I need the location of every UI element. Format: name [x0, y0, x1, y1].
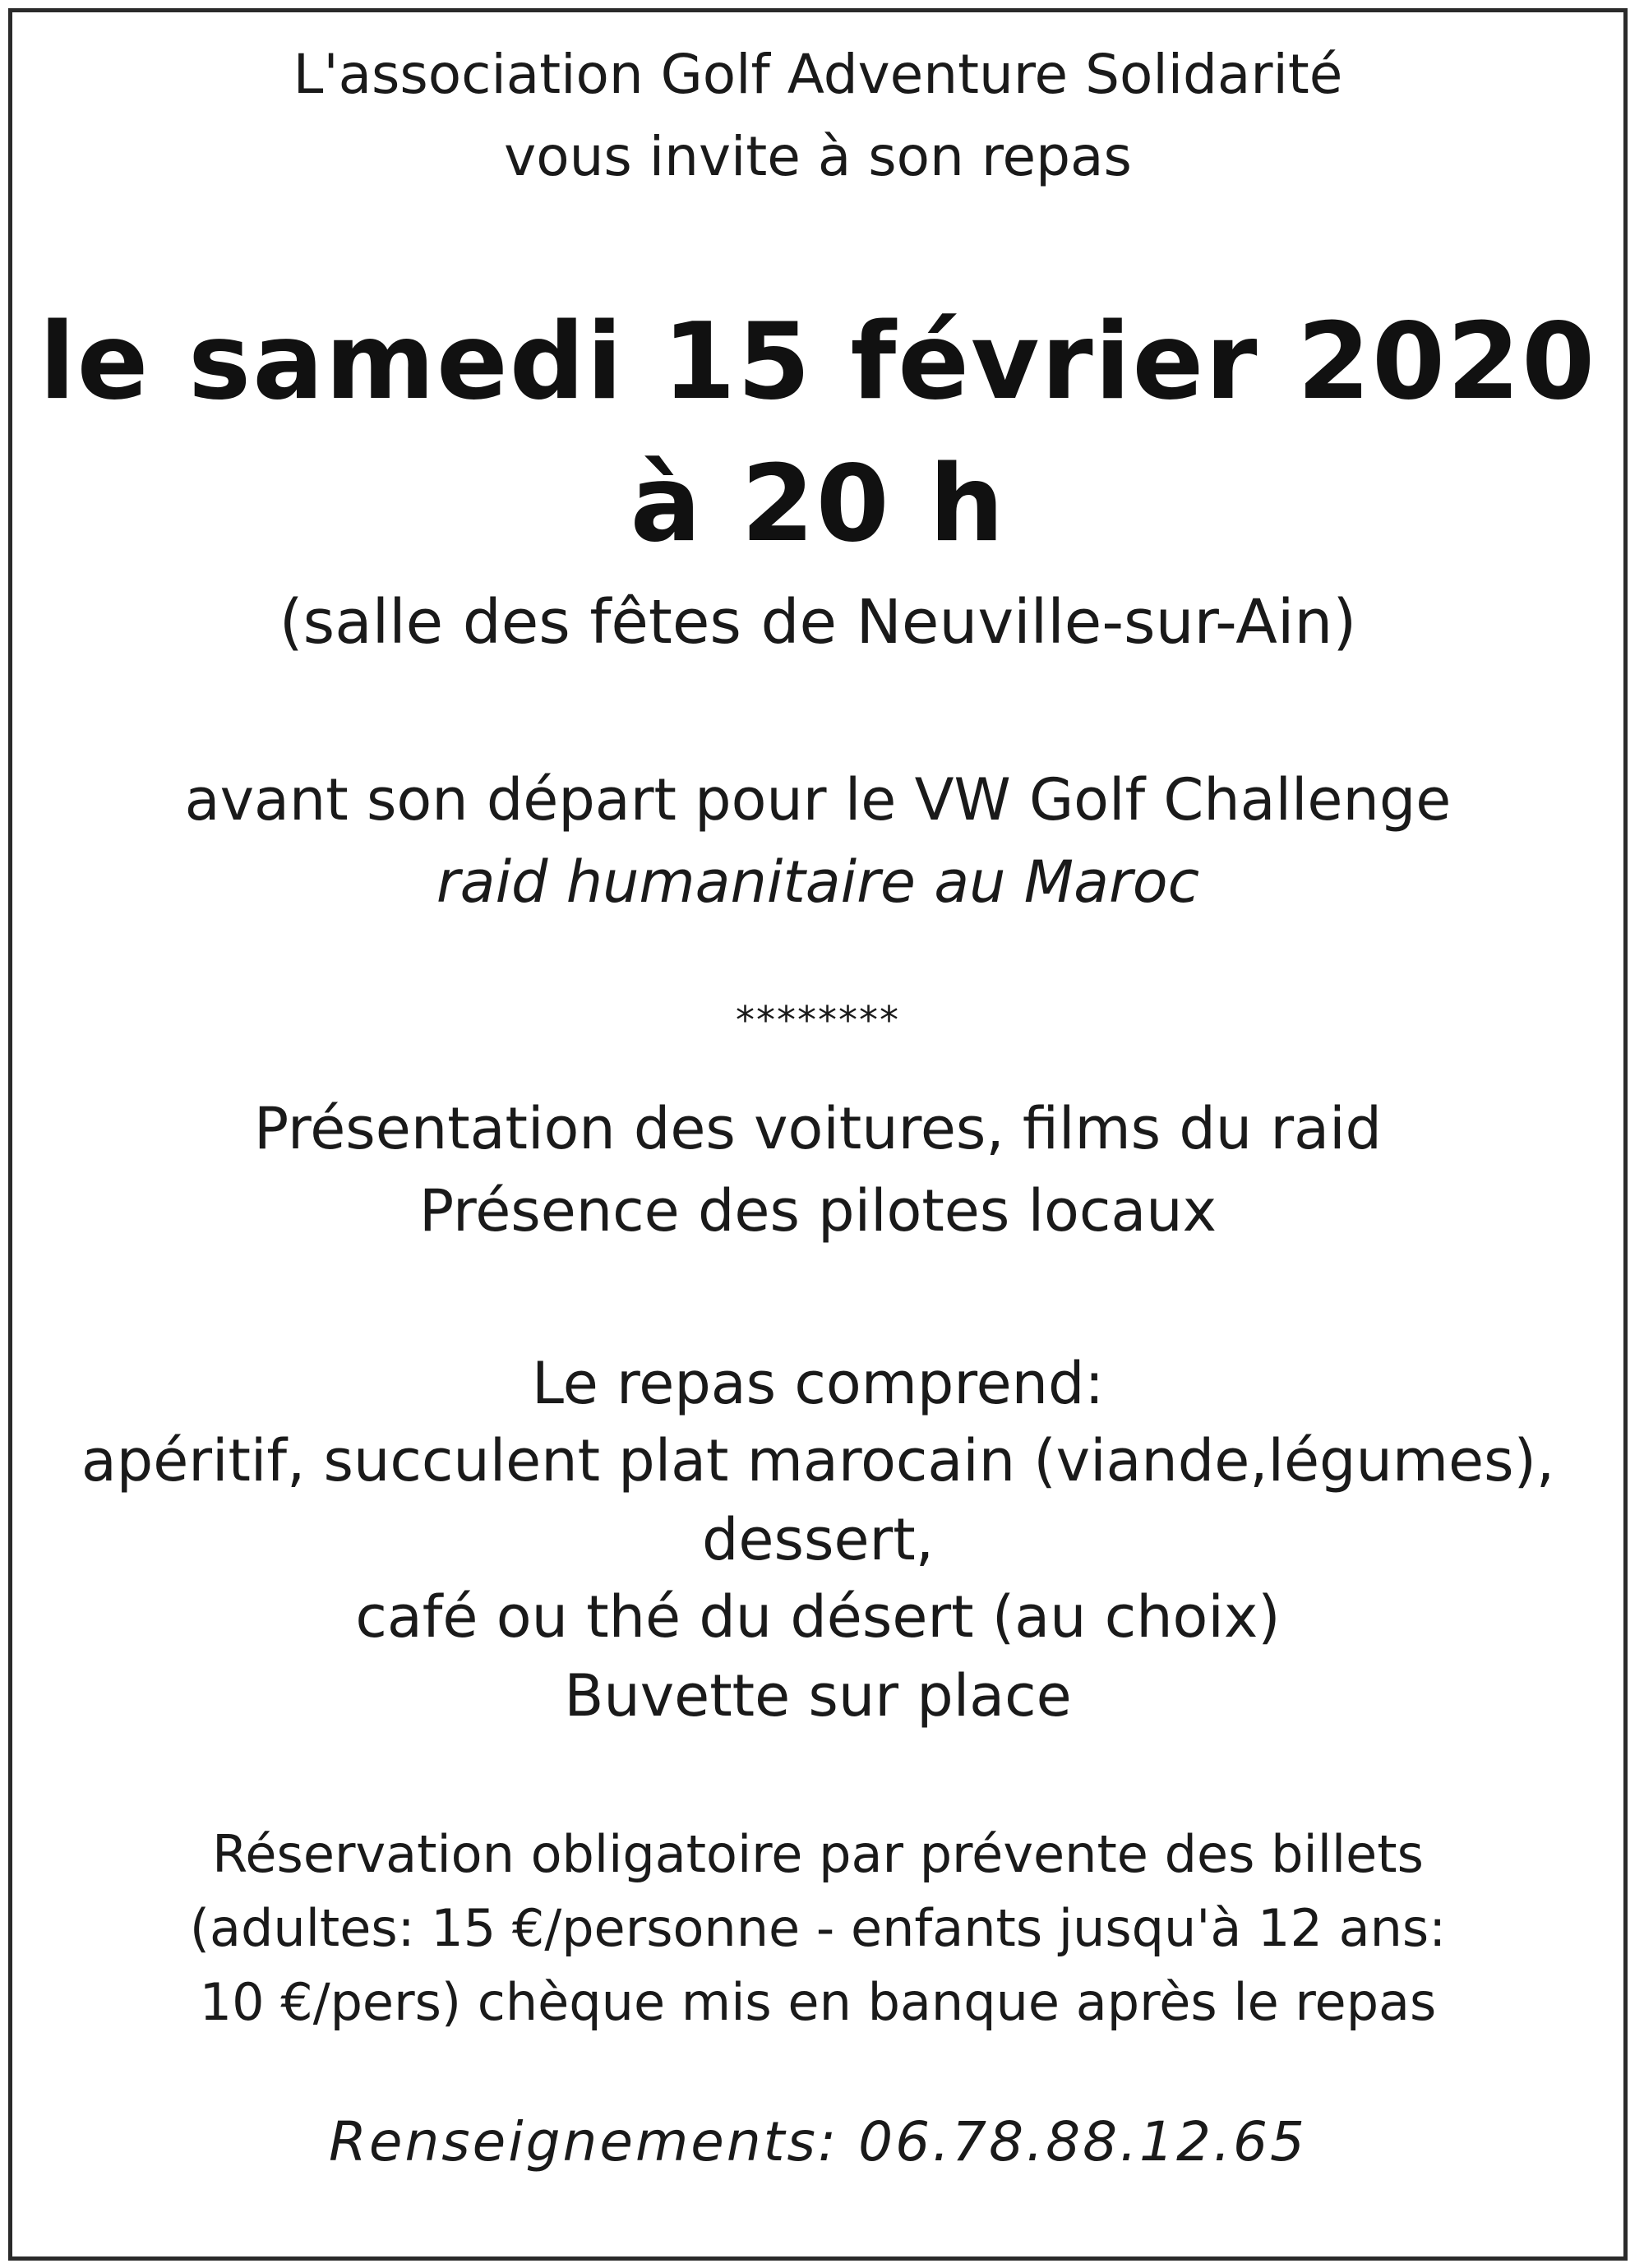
- program-line-2: Présence des pilotes locaux: [418, 1177, 1217, 1245]
- purpose-line-2: raid humanitaire au Maroc: [436, 848, 1200, 916]
- event-time: à 20 h: [630, 443, 1006, 566]
- menu-item: Buvette sur place: [564, 1662, 1072, 1730]
- flyer: [8, 8, 1628, 2261]
- event-date: le samedi 15 février 2020: [39, 301, 1597, 423]
- reservation-line-2: (adultes: 15 €/personne - enfants jusqu'à 12 ans:: [189, 1898, 1447, 1958]
- separator: ********: [736, 998, 900, 1042]
- menu-item: apéritif, succulent plat marocain (viande,légumes),: [81, 1427, 1555, 1494]
- contact-info: Renseignements: 06.78.88.12.65: [329, 2110, 1307, 2173]
- reservation-line-1: Réservation obligatoire par prévente des billets: [212, 1824, 1424, 1884]
- menu-item: dessert,: [702, 1506, 934, 1573]
- header-line-1: L'association Golf Adventure Solidarité: [293, 43, 1343, 106]
- purpose-line-1: avant son départ pour le VW Golf Challenge: [184, 766, 1452, 834]
- event-venue: (salle des fêtes de Neuville-sur-Ain): [279, 587, 1357, 658]
- program-line-1: Présentation des voitures, films du raid: [254, 1095, 1382, 1162]
- reservation-line-3: 10 €/pers) chèque mis en banque après le repas: [199, 1972, 1437, 2032]
- header-line-2: vous invite à son repas: [504, 125, 1132, 188]
- menu-heading: Le repas comprend:: [531, 1350, 1105, 1417]
- menu-item: café ou thé du désert (au choix): [355, 1583, 1281, 1651]
